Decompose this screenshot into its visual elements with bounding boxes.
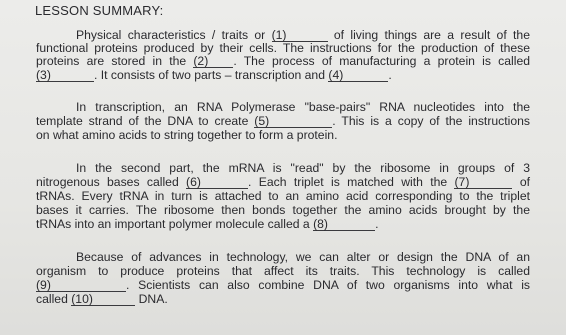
- text-segment: nitrogenous bases called: [36, 175, 187, 189]
- blank-number: (6): [186, 175, 201, 189]
- text-line: [76, 161, 530, 175]
- text-segment: .: [375, 217, 379, 231]
- text-line: [36, 189, 530, 203]
- lesson-summary-heading: LESSON SUMMARY:: [35, 3, 164, 18]
- text-line: [36, 128, 530, 142]
- fill-in-blank[interactable]: [36, 279, 126, 292]
- text-segment: . The process of manufacturing a protein is called: [233, 54, 530, 68]
- fill-in-blank[interactable]: [454, 176, 512, 189]
- blank-number: (3): [36, 68, 51, 82]
- fill-in-blank[interactable]: [71, 293, 135, 306]
- fill-in-blank[interactable]: [36, 69, 94, 82]
- text-line: [36, 41, 530, 55]
- text-segment: . This is a copy of the instructions: [332, 114, 530, 128]
- text-segment: of living things are a result of the: [327, 28, 530, 42]
- text-segment: functional proteins produced by their cells. The instructions for the production of these: [36, 41, 530, 55]
- text-line: [36, 175, 530, 189]
- blank-number: (10): [71, 292, 93, 306]
- text-line: [36, 264, 530, 278]
- text-segment: called: [36, 292, 72, 306]
- text-line: [76, 250, 530, 264]
- text-segment: template strand of the DNA to create: [36, 114, 255, 128]
- text-line: [36, 292, 530, 306]
- text-segment: In the second part, the mRNA is "read" by the ribosome in groups of 3: [76, 161, 530, 175]
- fill-in-blank[interactable]: [193, 55, 233, 68]
- text-segment: bases it carries. The ribosome then bonds together the amino acids brought by the: [36, 203, 530, 217]
- text-segment: of: [512, 175, 530, 189]
- blank-number: (7): [454, 175, 470, 189]
- blank-number: (5): [254, 114, 270, 128]
- blank-number: (2): [193, 54, 209, 68]
- blank-number: (8): [313, 217, 328, 231]
- fill-in-blank[interactable]: [254, 115, 332, 128]
- text-line: [76, 100, 530, 114]
- text-line: [36, 278, 530, 292]
- fill-in-blank[interactable]: [186, 176, 248, 189]
- blank-number: (4): [328, 68, 344, 82]
- text-line: [36, 203, 530, 217]
- text-segment: In transcription, an RNA Polymerase "base-pairs" RNA nucleotides into the: [76, 100, 530, 114]
- text-line: [76, 28, 530, 42]
- text-segment: .: [388, 68, 392, 82]
- text-line: [36, 217, 530, 231]
- text-segment: . Each triplet is matched with the: [248, 175, 455, 189]
- text-segment: organism to produce proteins that affect its traits. This technology is called: [36, 264, 530, 278]
- text-segment: tRNAs into an important polymer molecule called a: [36, 217, 314, 231]
- blank-number: (1): [271, 28, 287, 42]
- text-segment: Because of advances in technology, we can alter or design the DNA of an: [76, 250, 530, 264]
- text-segment: on what amino acids to string together to form a protein.: [36, 128, 338, 142]
- text-line: [36, 114, 530, 128]
- text-segment: . It consists of two parts – transcription and: [94, 68, 329, 82]
- fill-in-blank[interactable]: [328, 69, 388, 82]
- text-segment: Physical characteristics / traits or: [76, 28, 272, 42]
- blank-number: (9): [36, 278, 51, 292]
- text-line: [36, 68, 530, 82]
- text-segment: tRNAs. Every tRNA in turn is attached to an amino acid corresponding to the triplet: [36, 189, 530, 203]
- fill-in-blank[interactable]: [313, 218, 375, 231]
- text-segment: . Scientists can also combine DNA of two organisms into what is: [126, 278, 530, 292]
- text-segment: DNA.: [135, 292, 168, 306]
- text-line: [36, 54, 530, 68]
- text-segment: proteins are stored in the: [36, 54, 194, 68]
